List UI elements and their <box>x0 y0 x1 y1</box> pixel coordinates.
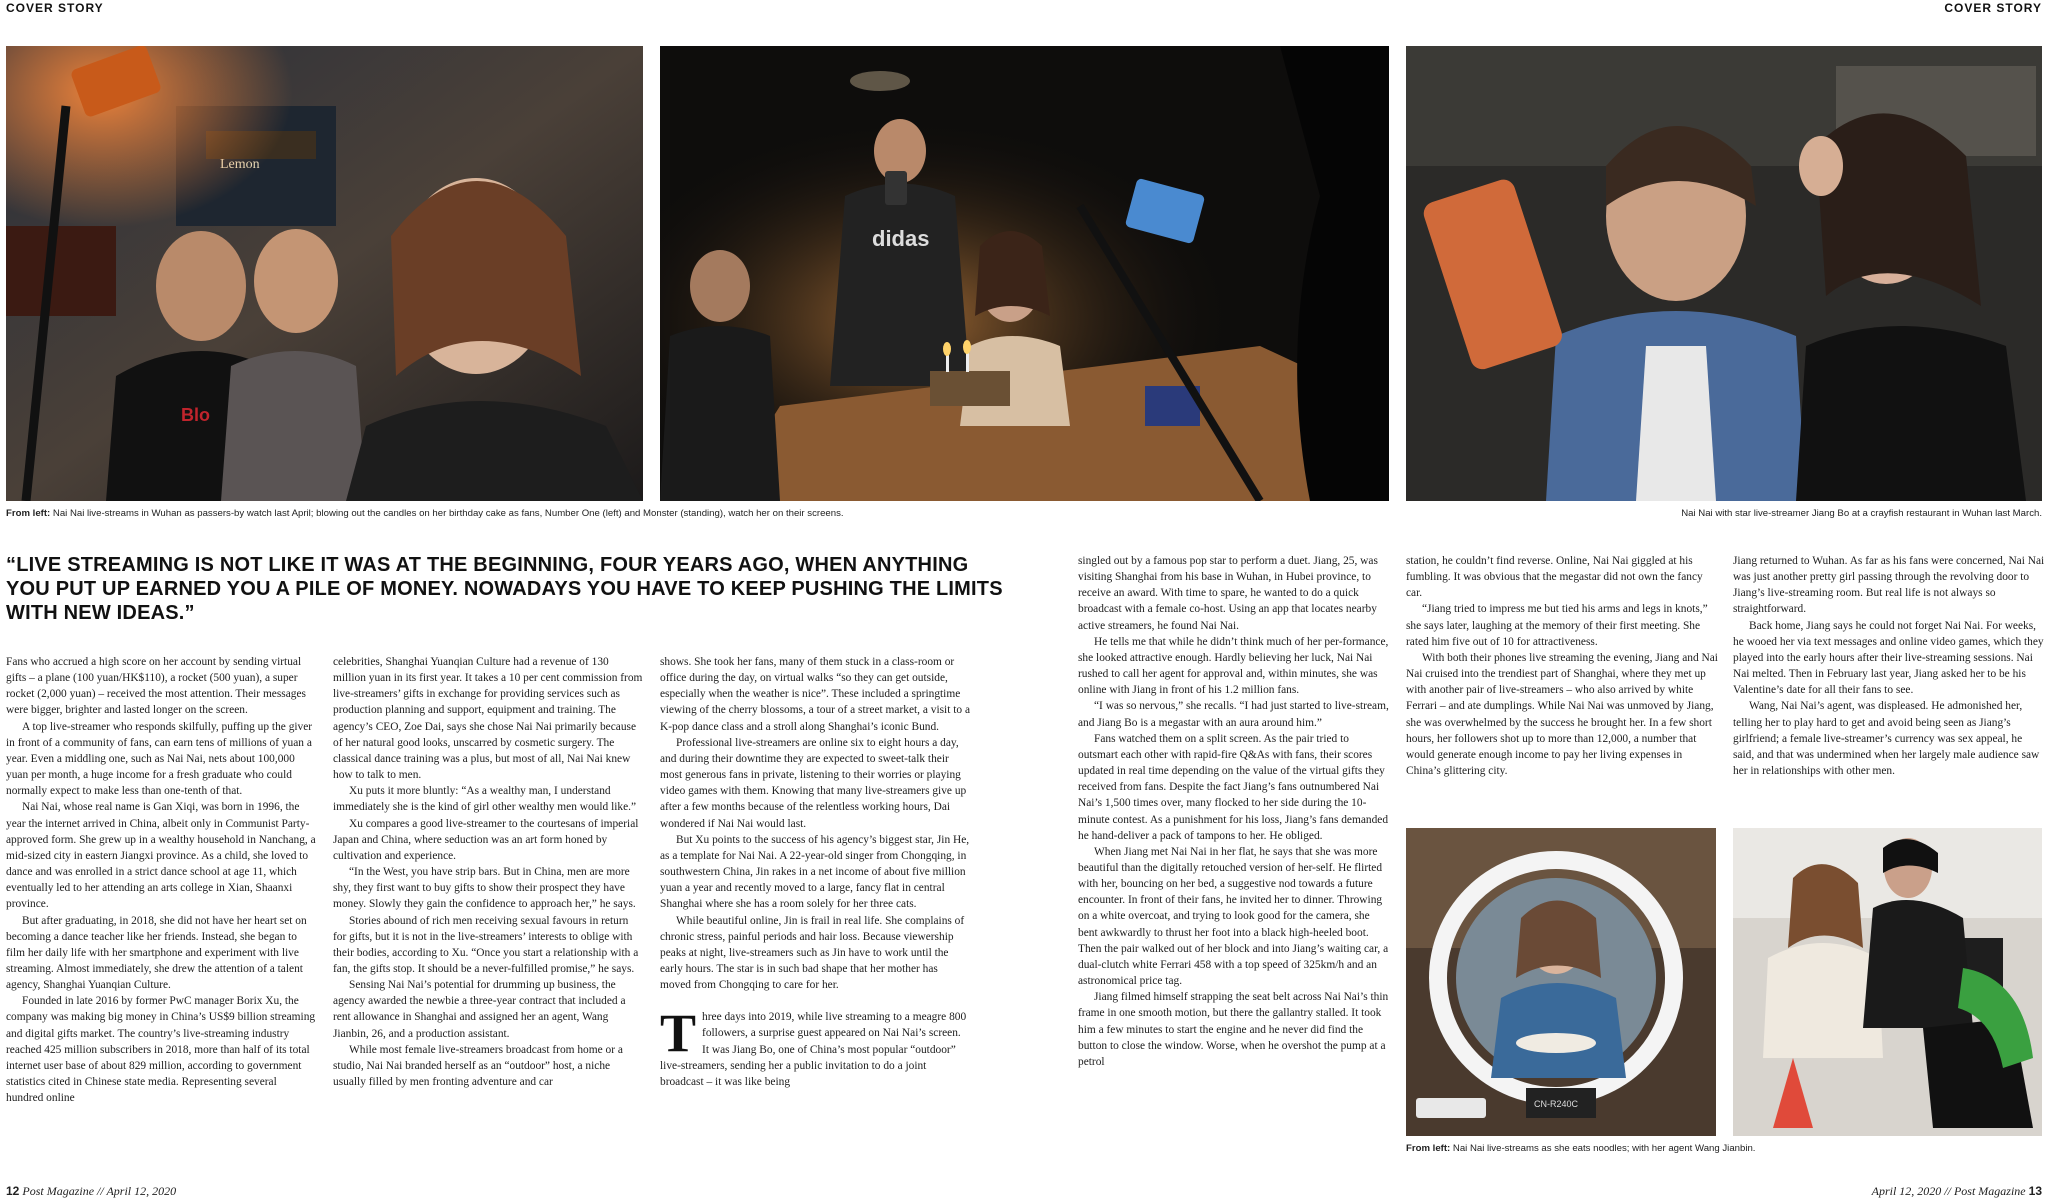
paragraph: shows. She took her fans, many of them stuck in a class-room or office during the day, on virtual walks “so they can get outside, especially when the weather is nice”. These included a springtime viewing of the cherry blossoms, a tour of a street market, a visit to a K-pop dance class and a stroll along Shanghai’s iconic Bund. <box>660 656 970 733</box>
paragraph: Stories abound of rich men receiving sexual favours in return for gifts, but it is not in the live-streamers’ interests to oblige with their bodies, according to Xu. “Once you start a relationship with a fan, the gifts stop. It should be a never-fulfilled promise,” he says. <box>333 914 639 975</box>
paragraph: station, he couldn’t find reverse. Online, Nai Nai giggled at his fumbling. It was obvious that the megastar did not own the fancy car. <box>1406 555 1703 600</box>
article-column-3 <box>660 654 970 1159</box>
paragraph: “I was so nervous,” she recalls. “I had just started to live-stream, and Jiang Bo is a megastar with an aura around him.” <box>1078 700 1389 729</box>
article-column-6 <box>1733 553 2045 803</box>
paragraph: Nai Nai, whose real name is Gan Xiqi, was born in 1996, the year the internet arrived in China, albeit only in Communist Party-approved form. She grew up in a wealthy household in Nanchang, a mid-sized city in eastern Jiangxi province. As a child, she loved to dance and was enrolled in a strict dance school at age 11, which eventually led to her attending an arts college in Xian, Shaanxi province. <box>6 801 316 911</box>
photo-ring-light-noodles <box>1406 828 1716 1136</box>
ring-light-label: CN-R240C <box>1534 1099 1579 1109</box>
bottom-caption <box>1406 1143 2042 1155</box>
caption-text: Nai Nai live-streams as she eats noodles; with her agent Wang Jianbin. <box>1452 1143 1756 1154</box>
paragraph: celebrities, Shanghai Yuanqian Culture had a revenue of 130 million yuan in its first year. It takes a 10 per cent commission from live-streamers’ gifts in exchange for providing services such as production planning and support, equipment and training. The agency’s CEO, Zoe Dai, says she chose Nai Nai primarily because of her natural good looks, unscarred by cosmetic surgery. The classical dance training was a plus, but most of all, Nai Nai knew how to talk to men. <box>333 656 643 782</box>
paragraph: “Jiang tried to impress me but tied his arms and legs in knots,” she says later, laughing at the memory of their first meeting. She rated him five out of 10 for attractiveness. <box>1406 603 1708 648</box>
paragraph: He tells me that while he didn’t think much of her per-formance, she looked attractive enough. Hardly believing her luck, Nai Nai rushed to call her agent for approval and, within minutes, she was online with Jiang in front of his 1.2 million fans. <box>1078 635 1389 697</box>
paragraph: Jiang filmed himself strapping the seat belt across Nai Nai’s thin frame in one smooth motion, but there the gallantry stalled. It took him a few minutes to start the engine and he never did find the button to close the window. Worse, when he overshot the pump at a petrol <box>1078 991 1389 1068</box>
folio-left <box>6 1184 176 1199</box>
paragraph: Founded in late 2016 by former PwC manager Borix Xu, the company was making big money in China’s US$9 billion streaming and digital gifts market. The country’s live-streaming industry reached 425 million subscribers in 2018, more than half of its total internet user base of about 829 million, according to government statistics cited in Chinese state media. Representing several hundred online <box>6 995 316 1105</box>
paragraph: But after graduating, in 2018, she did not have her heart set on becoming a dance teacher like her friends. Instead, she began to film her daily life with her smartphone and experiment with live streaming. Almost immediately, she drew the attention of a talent agency, Shanghai Yuanqian Culture. <box>6 914 307 992</box>
top-left-caption <box>6 508 1006 520</box>
caption-text: Nai Nai live-streams in Wuhan as passers-by watch last April; blowing out the candles on her birthday cake as fans, Number One (left) and Monster (standing), watch her on their screens. <box>52 508 844 519</box>
paragraph: Jiang returned to Wuhan. As far as his fans were concerned, Nai Nai was just another pretty girl passing through the revolving door to Jiang’s live-streaming room. But real life is not always so straightforward. <box>1733 555 2045 616</box>
paragraph: singled out by a famous pop star to perform a duet. Jiang, 25, was visiting Shanghai from his base in Wuhan, in Hubei province, to receive an award. With time to spare, he wanted to do a quick broadcast with a female co-host. Using an app that locates nearby active streamers, he found Nai Nai. <box>1078 555 1378 632</box>
article-column-5 <box>1406 553 1718 803</box>
paragraph: But Xu points to the success of his agency’s biggest star, Jin He, as a template for Nai Nai. A 22-year-old singer from Chongqing, in southwestern China, Jin rakes in a net income of about five million yuan a year and recently moved to a large, fancy flat in central Shanghai where she has a room solely for her three cats. <box>660 833 970 911</box>
paragraph: “In the West, you have strip bars. But in China, men are more shy, they first want to buy gifts to show their prospect they have money. Slowly they gain the confidence to approach her,” he says. <box>333 866 636 911</box>
photo-street-livestream <box>6 46 643 501</box>
article-column-4 <box>1078 553 1390 1159</box>
paragraph: While beautiful online, Jin is frail in real life. She complains of chronic stress, painful periods and hair loss. Because viewership peaks at night, live-streamers such as Jin have to work until the early hours. The star is in such bad shape that her mother has moved from Chongqing to care for her. <box>660 914 965 992</box>
page-number-right: 13 <box>2028 1184 2042 1198</box>
shirt-text: Blo <box>181 405 210 425</box>
paragraph: When Jiang met Nai Nai in her flat, he says that she was more beautiful than the digitally retouched version of her-self. He flirted with her, bouncing on her bed, a suggestive nod towards a future encounter. In front of their fans, he invited her to dinner. Throwing on a white overcoat, and trying to look good for the camera, she bent awkwardly to thrust her foot into a black high-heeled boot. Then the pair walked out of her block and into Jiang’s waiting car, a dual-clutch white Ferrari 458 with a top speed of 325km/h and an astronomical price tag. <box>1078 845 1389 988</box>
folio-right <box>1872 1184 2042 1199</box>
paragraph: Professional live-streamers are online six to eight hours a day, and during their downtime they are expected to sweet-talk their most generous fans in private, listening to their worries or playing video games with them. Knowing that many live-streamers give up after a few months because of the relentless working hours, Dai wondered if Nai Nai would last. <box>660 736 967 830</box>
section-label-left: COVER STORY <box>6 1 104 15</box>
paragraph: Sensing Nai Nai’s potential for drumming up business, the agency awarded the newbie a three-year contract that included a rent allowance in Shanghai and assigned her an agent, Wang Jianbin, 26, and a production assistant. <box>333 979 626 1040</box>
section-label-right: COVER STORY <box>1944 1 2042 15</box>
paragraph: Wang, Nai Nai’s agent, was displeased. He admonished her, telling her to play hard to get and avoid being seen as Jiang’s girlfriend; a female live-streamer’s currency was sex appeal, he said, and that was undermined when her largely male audience saw her in relationships with other men. <box>1733 700 2040 778</box>
magazine-dateline-right: April 12, 2020 // Post Magazine <box>1871 1184 2026 1198</box>
hoodie-text: didas <box>872 226 930 251</box>
paragraph: Xu puts it more bluntly: “As a wealthy man, I understand immediately she is the kind of girl other wealthy men would like.” <box>333 785 637 814</box>
dropcap-text: hree days into 2019, while live streaming to a meagre 800 followers, a surprise guest appeared on Nai Nai’s screen. It was Jiang Bo, one of China’s most popular “outdoor” live-streamers, sending her a public invitation to do a joint broadcast – it was like being <box>660 1011 967 1088</box>
photo-birthday-cake <box>660 46 1389 501</box>
pull-quote: “LIVE STREAMING IS NOT LIKE IT WAS AT THE BEGINNING, FOUR YEARS AGO, WHEN ANYTHING YOU PUT UP EARNED YOU A PILE OF MONEY. NOWADAYS YOU HAVE TO KEEP PUSHING THE LIMITS WITH NEW IDEAS.” <box>6 554 1003 624</box>
photo-with-jiang-bo <box>1406 46 2042 501</box>
article-column-1 <box>6 654 316 1159</box>
drop-cap: T <box>660 1003 697 1064</box>
magazine-dateline-left: Post Magazine // April 12, 2020 <box>22 1184 177 1198</box>
paragraph: Fans who accrued a high score on her account by sending virtual gifts – a plane (100 yuan/HK$110), a rocket (500 yuan), a super rocket (2,000 yuan) – received the most attention. Their messages were bigger, brighter and lasted longer on the screen. <box>6 656 306 717</box>
paragraph: Back home, Jiang says he could not forget Nai Nai. For weeks, he wooed her via text messages and online video games, which they played into the early hours after their live-streaming sessions. Nai Nai melted. Then in February last year, Jiang asked her to be his Valentine’s date for all their fans to see. <box>1733 619 2044 697</box>
paragraph: Fans watched them on a split screen. As the pair tried to outsmart each other with rapid-fire Q&As with fans, their scores updated in real time depending on the value of the virtual gifts they received from fans. Despite the fact Jiang’s fans outnumbered Nai Nai’s 1,500 times over, many flocked to her side during the 10-minute contest. As a punishment for his loss, Jiang’s fans demanded he hand-deliver a pack of tampons to her. He obliged. <box>1078 732 1389 842</box>
page-number-left: 12 <box>6 1184 20 1198</box>
paragraph: A top live-streamer who responds skilfully, puffing up the giver in front of a community of fans, can earn tens of millions of yuan a year. Even a middling one, such as Nai Nai, nets about 100,000 yuan per month, a huge income for a fresh graduate who could normally expect to make less than one-tenth of that. <box>6 720 313 798</box>
caption-lead: From left: <box>6 508 51 519</box>
caption-lead: From left: <box>1406 1143 1451 1154</box>
photo-with-agent <box>1733 828 2042 1136</box>
paragraph: While most female live-streamers broadcast from home or a studio, Nai Nai branded herself as an “outdoor” host, a niche usually filled by men fronting adventure and car <box>333 1043 623 1089</box>
paragraph: Xu compares a good live-streamer to the courtesans of imperial Japan and China, where seduction was an art form honed by cultivation and experience. <box>333 817 639 862</box>
dropcap-paragraph <box>660 1003 970 1090</box>
top-right-caption: Nai Nai with star live-streamer Jiang Bo at a crayfish restaurant in Wuhan last March. <box>1681 508 2042 519</box>
article-column-2 <box>333 654 643 1159</box>
paragraph: With both their phones live streaming the evening, Jiang and Nai Nai cruised into the trendiest part of Shanghai, where they met up with another pair of live-streamers – who also arrived by white Ferrari – and ate dumplings. While Nai Nai was unmoved by Jiang, she was overwhelmed by the success he brought her. In a few short hours, her followers shot up to more than 12,000, a number that would generate enough income to pay her living expenses in China’s glittering city. <box>1406 651 1718 778</box>
